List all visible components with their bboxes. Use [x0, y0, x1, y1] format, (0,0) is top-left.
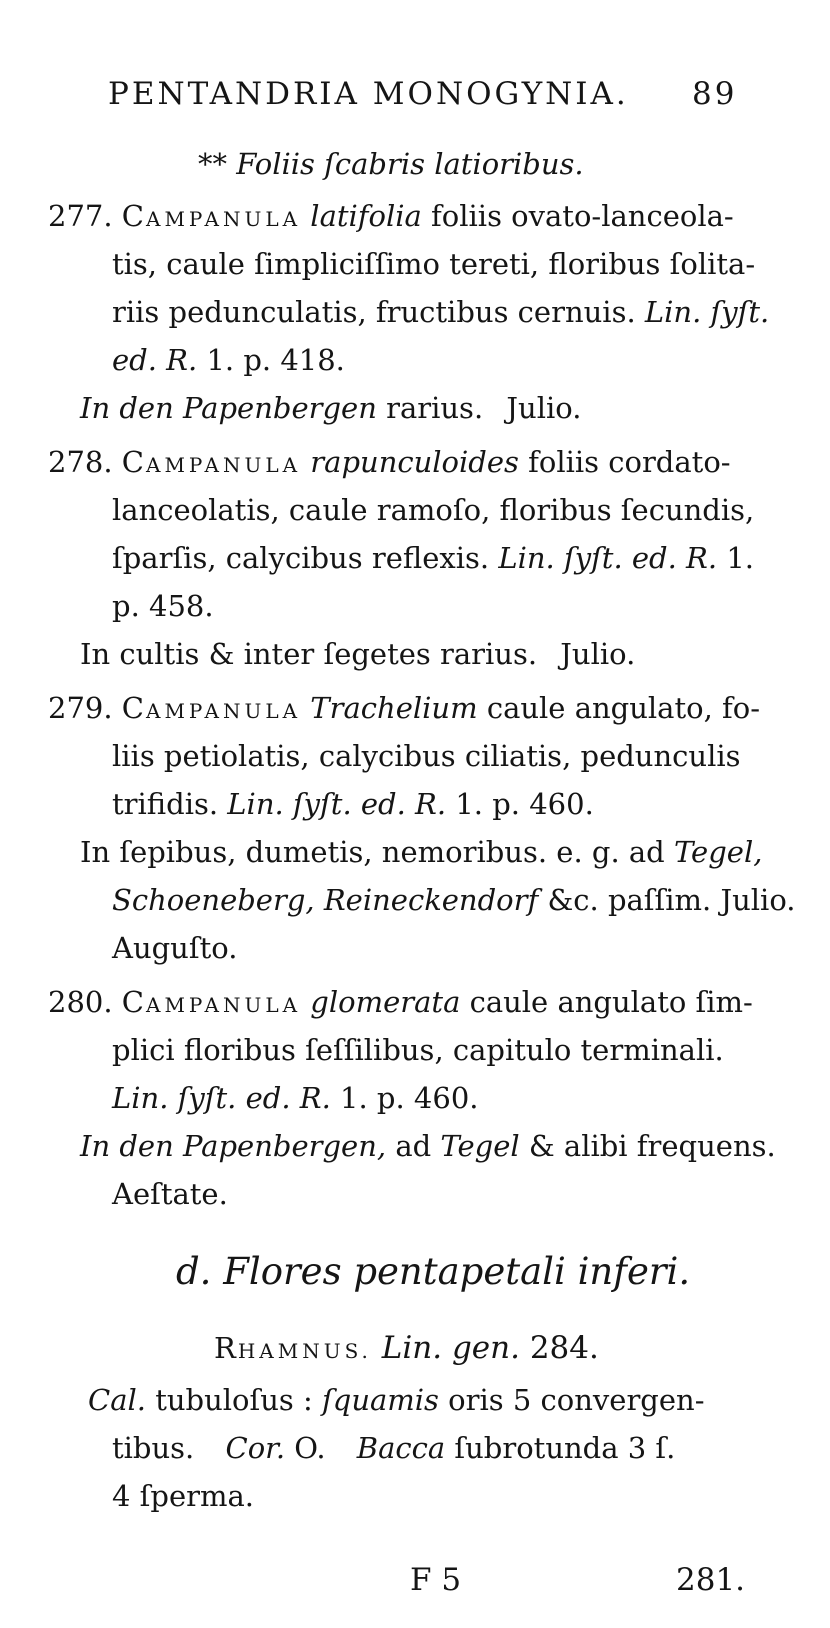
subsection-heading: ** Foliis ſcabris latioribus.: [198, 147, 584, 181]
genus-name: CAMPANULA: [121, 445, 302, 479]
entry-number: 277.: [48, 199, 113, 233]
reference: Lin. ſyſt. ed. R.: [498, 541, 718, 575]
reference: Lin. ſyſt.: [644, 295, 770, 329]
genus-name: CAMPANULA: [121, 691, 302, 725]
genus-name: CAMPANULA: [121, 985, 302, 1019]
reference: ed. R.: [112, 343, 198, 377]
species-name: Trachelium: [310, 691, 478, 725]
entry-number: 280.: [48, 985, 113, 1019]
habitat: In den Papenbergen, ad Tegel & alibi frequens.: [80, 1129, 776, 1163]
entry-number: 278.: [48, 445, 113, 479]
signature-mark: F 5: [410, 1562, 462, 1598]
reference: Lin. ſyſt. ed. R.: [112, 1081, 331, 1115]
habitat: In ſepibus, dumetis, nemoribus. e. g. ad Tegel,: [80, 835, 763, 869]
section-heading: d. Flores pentapetali inferi.: [176, 1250, 691, 1293]
running-head: PENTANDRIA MONOGYNIA.: [108, 76, 629, 112]
book-page: PENTANDRIA MONOGYNIA. 89 ** Foliis ſcabris latioribus. 277. CAMPANULA latifolia foliis ovato-lanceola- tis, caule ſimpliciſſimo tereti, floribus ſolita- riis pedunculatis, fructibus cernuis. Lin. ſyſt. ed. R. 1. p. 418. In den Papenbergen rarius. Julio. 278. CAMPANULA rapunculoides foliis cordato- lanceolatis, caule ramoſo, floribus ſecundis, ſparſis, calycibus reflexis. Lin. ſyſt. ed. R. 1. p. 458. In cultis & inter ſegetes rarius. Julio. 279. CAMPANULA Trachelium caule angulato, fo- liis petiolatis, calycibus ciliatis, pedunculis trifidis. Lin. ſyſt. ed. R. 1. p. 460. In ſepibus, dumetis, nemoribus. e. g. ad Tegel, Schoeneberg, Reineckendorf &c. paſſim. Julio. Auguſto. 280. CAMPANULA glomerata caule angulato ſim- plici floribus ſeſſilibus, capitulo terminali. Lin. ſyſt. ed. R. 1. p. 460. In den Papenbergen, ad Tegel & alibi frequens. Aeſtate. d. Flores pentapetali inferi. RHAMNUS. Lin. gen. 284. Cal. tubuloſus : ſquamis oris 5 convergen- tibus. Cor. O. Bacca ſubrotunda 3 ſ. 4 ſperma. F 5 281.: [48, 76, 796, 1598]
reference: Lin. ſyſt. ed. R.: [227, 787, 447, 821]
species-name: rapunculoides: [310, 445, 519, 479]
species-name: glomerata: [310, 985, 461, 1019]
habitat: In cultis & inter ſegetes rarius. Julio.: [80, 637, 636, 671]
page-number: 89: [692, 76, 738, 112]
habitat: In den Papenbergen rarius. Julio.: [80, 391, 582, 425]
genus-heading: RHAMNUS. Lin. gen. 284.: [214, 1330, 599, 1366]
genus-name: CAMPANULA: [121, 199, 302, 233]
species-name: latifolia: [310, 199, 422, 233]
catchword: 281.: [676, 1562, 746, 1598]
entry-number: 279.: [48, 691, 113, 725]
